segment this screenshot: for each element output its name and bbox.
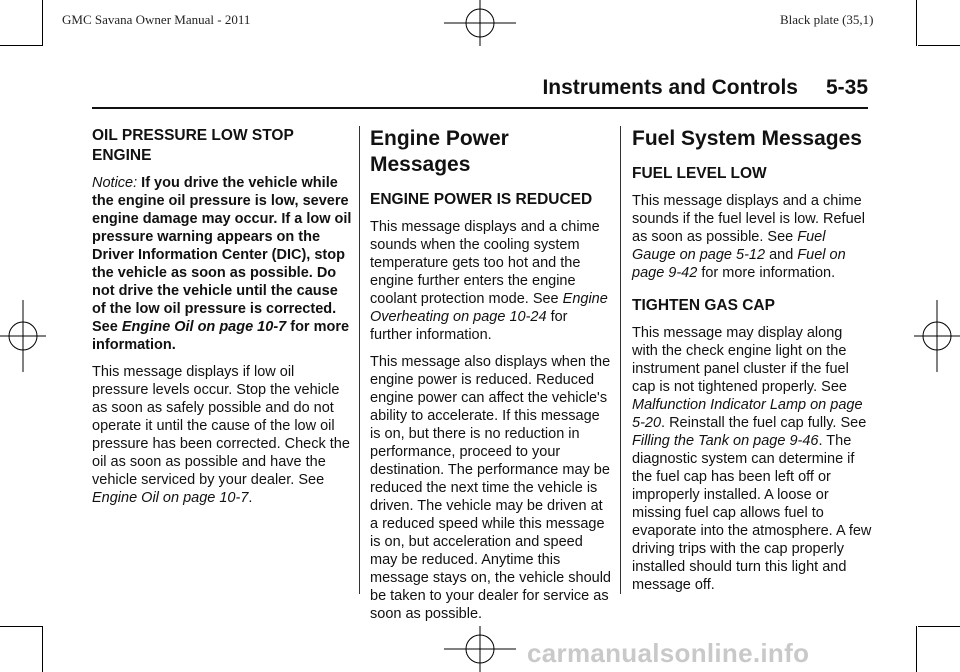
column-2 (370, 126, 612, 632)
engine-power-paragraph-1 (370, 218, 612, 344)
oil-pressure-heading: OIL PRESSURE LOW STOP ENGINE (92, 127, 294, 164)
crop-mark (916, 0, 917, 46)
crop-mark (916, 626, 917, 672)
fuel-level-paragraph (632, 192, 872, 282)
fuel-level-low-heading: FUEL LEVEL LOW (632, 165, 767, 182)
page-header-title: Instruments and Controls (542, 76, 798, 99)
notice-reference-link[interactable]: Engine Oil on page 10-7 (121, 319, 287, 335)
page-number: 5-35 (825, 76, 868, 99)
page-header (542, 76, 868, 100)
crop-mark (42, 626, 43, 672)
oil-pressure-paragraph (92, 363, 354, 507)
registration-mark-icon (444, 0, 516, 46)
oil-pressure-reference-link[interactable]: Engine Oil on page 10-7 (92, 490, 249, 506)
column-1 (92, 126, 354, 516)
fuel-reference-link[interactable]: Fuel on page 9-42 (632, 247, 846, 281)
notice-paragraph (92, 174, 354, 354)
column-divider (620, 126, 621, 594)
gas-cap-tail: . The diagnostic system can determine if the fuel cap has been left off or improperly installed. A loose or missing fuel cap allows fuel to evaporate into the atmosphere. A few driving trips with the cap properly installed should turn this light and message off. (632, 433, 872, 593)
registration-mark-icon (444, 626, 516, 672)
gas-cap-paragraph (632, 324, 872, 594)
gas-cap-text: This message may display along with the check engine light on the instrument panel cluster if the fuel cap is not tightened properly. See (632, 325, 849, 395)
malfunction-lamp-reference-link[interactable]: Malfunction Indicator Lamp on page 5-20 (632, 397, 863, 431)
registration-mark-icon (914, 300, 960, 372)
oil-pressure-tail: . (248, 490, 253, 506)
running-header-plate: Black plate (35,1) (780, 12, 874, 27)
oil-pressure-text: This message displays if low oil pressure levels occur. Stop the vehicle as soon as safely possible and do not operate it until the cause of the low oil pressure has been corrected. Check the oil as soon as possible and have the vehicle serviced by your dealer. See (92, 364, 350, 488)
notice-tail: for more information. (92, 319, 350, 353)
engine-power-p1-tail: for further information. (370, 309, 568, 343)
fuel-gauge-reference-link[interactable]: Fuel Gauge on page 5-12 (632, 229, 826, 263)
header-rule (92, 107, 868, 109)
notice-label: Notice: (92, 175, 138, 191)
crop-mark (918, 45, 960, 46)
gas-cap-mid: . Reinstall the fuel cap fully. See (661, 415, 867, 431)
engine-power-section-title: Engine Power Messages (370, 127, 509, 176)
notice-text: If you drive the vehicle while the engine oil pressure is low, severe engine damage may occur. If a low oil pressure warning appears on the Driver Information Center (DIC), stop the vehicle as soon as possible. Do not drive the vehicle until the cause of the low oil pressure is corrected. See (92, 175, 352, 335)
crop-mark (0, 626, 42, 627)
engine-overheating-reference-link[interactable]: Engine Overheating on page 10-24 (370, 291, 608, 325)
column-3 (632, 126, 872, 603)
engine-power-heading: ENGINE POWER IS REDUCED (370, 191, 593, 208)
fuel-system-section-title: Fuel System Messages (632, 127, 862, 150)
engine-power-p1-text: This message displays and a chime sounds when the cooling system temperature gets too hot and the engine further enters the engine coolant protection mode. See (370, 219, 600, 307)
fuel-level-tail: for more information. (701, 265, 836, 281)
engine-power-paragraph-2: This message also displays when the engine power is reduced. Reduced engine power can affect the vehicle's ability to accelerate. If this message is on, but there is no reduction in performance, proceed to your destination. The performance may be reduced the next time the vehicle is driven. The vehicle may be driven at a reduced speed while this message is on, but acceleration and speed may be reduced. Anytime this message stays on, the vehicle should be taken to your dealer for service as soon as possible. (370, 354, 611, 622)
crop-mark (918, 626, 960, 627)
fuel-level-and: and (769, 247, 794, 263)
column-divider (359, 126, 360, 594)
filling-tank-reference-link[interactable]: Filling the Tank on page 9-46 (632, 433, 819, 449)
fuel-level-text: This message displays and a chime sounds if the fuel level is low. Refuel as soon as possible. See (632, 193, 865, 245)
tighten-gas-cap-heading: TIGHTEN GAS CAP (632, 297, 775, 314)
crop-mark (0, 45, 42, 46)
registration-mark-icon (0, 300, 46, 372)
running-header-title: GMC Savana Owner Manual - 2011 (62, 12, 251, 27)
watermark: carmanualsonline.info (527, 638, 810, 668)
crop-mark (42, 0, 43, 46)
